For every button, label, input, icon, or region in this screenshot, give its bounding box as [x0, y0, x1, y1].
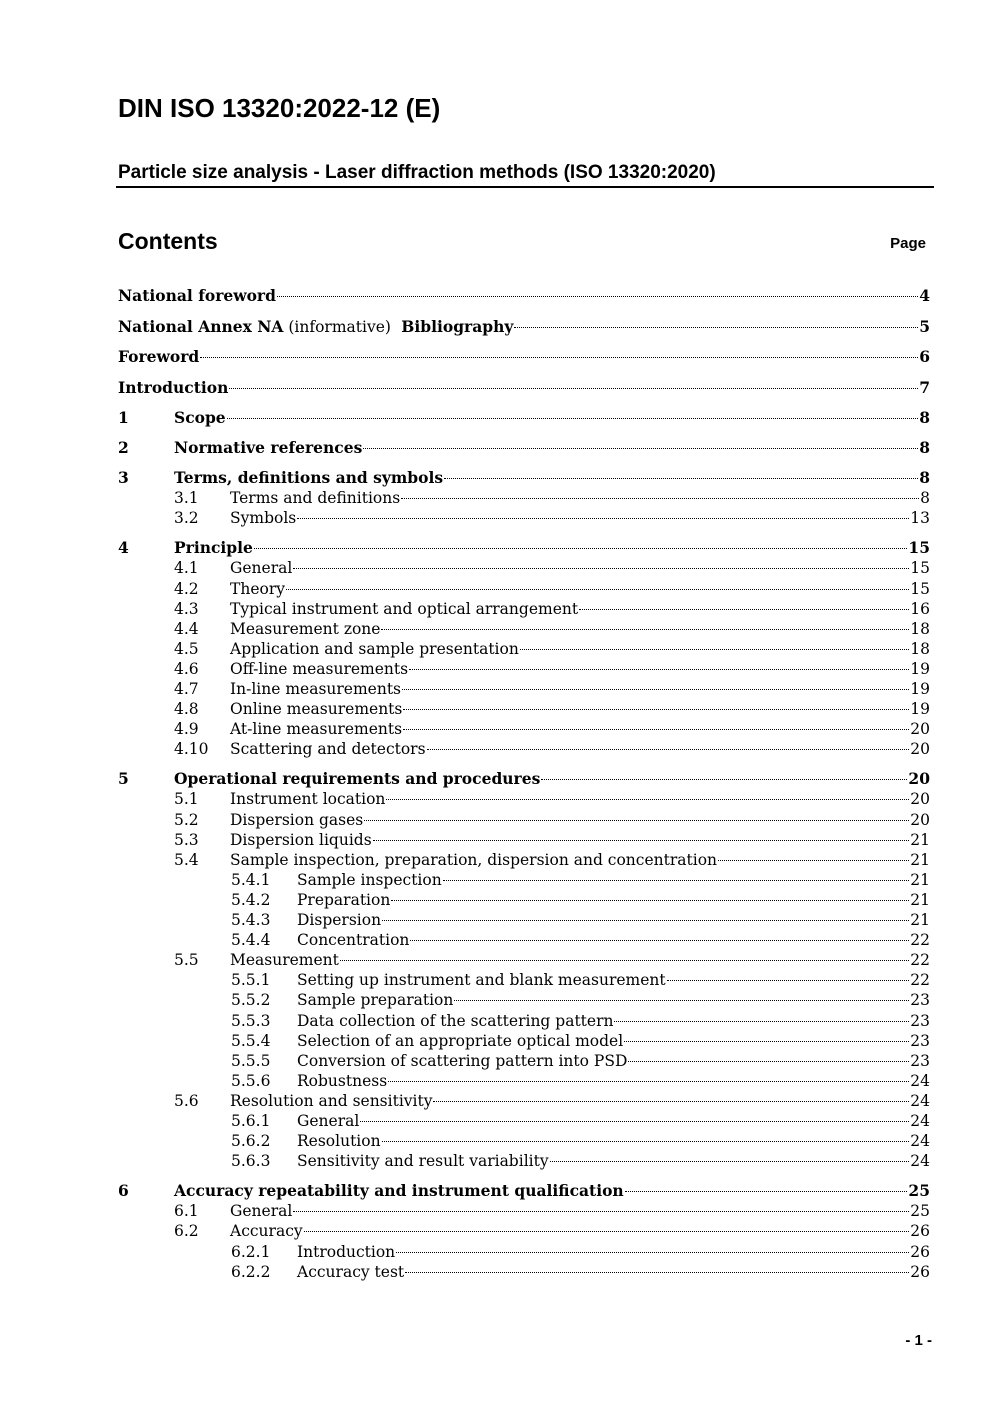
- toc-entry-title: [297, 1151, 549, 1171]
- toc-entry-page: 21: [910, 850, 930, 869]
- toc-entry-title: [174, 769, 540, 789]
- toc-entry-title-text: Selection of an appropriate optical model: [297, 1031, 624, 1050]
- toc-entry[interactable]: [118, 286, 930, 306]
- toc-leader-dots: [579, 609, 909, 610]
- toc-leader-dots: [405, 1272, 909, 1273]
- toc-entry[interactable]: [118, 699, 930, 719]
- toc-leader-dots: [382, 920, 909, 921]
- toc-entry-title: [118, 286, 276, 306]
- toc-entry-number: 1: [118, 408, 129, 428]
- toc-entry-number: 5.5.3: [231, 1011, 271, 1030]
- toc-entry-number: 4.8: [174, 700, 199, 719]
- toc-leader-dots: [520, 649, 909, 650]
- toc-entry-page: 23: [910, 1031, 930, 1050]
- toc-entry-page: 23: [910, 991, 930, 1010]
- toc-entry[interactable]: [118, 830, 930, 850]
- toc-entry-title: [230, 599, 578, 619]
- toc-entry-title-text: Terms, definitions and symbols: [174, 468, 444, 488]
- toc-entry[interactable]: [118, 769, 930, 789]
- toc-leader-dots: [293, 568, 909, 569]
- toc-entry-page: 21: [910, 911, 930, 929]
- toc-entry-number: 5.6.1: [231, 1112, 271, 1130]
- toc-entry-title: [297, 890, 390, 910]
- toc-entry-number: 4: [118, 538, 129, 558]
- toc-entry[interactable]: [118, 1201, 930, 1221]
- toc-entry-number: 6: [118, 1181, 129, 1201]
- toc-leader-dots: [396, 1252, 909, 1253]
- toc-entry-number: 4.4: [174, 619, 199, 638]
- toc-leader-dots: [363, 448, 918, 449]
- toc-leader-dots: [541, 779, 907, 780]
- toc-entry-title: [297, 1262, 404, 1282]
- toc-entry-number: 3: [118, 468, 129, 488]
- toc-entry-title-text: General: [297, 1112, 360, 1130]
- toc-entry-title-text: Measurement zone: [230, 619, 381, 638]
- toc-entry-number: 4.2: [174, 579, 199, 598]
- toc-entry[interactable]: [118, 850, 930, 870]
- toc-entry[interactable]: [118, 619, 930, 639]
- toc-entry-title-text: Sample inspection: [297, 870, 442, 889]
- toc-entry-number: 4.1: [174, 559, 199, 578]
- toc-entry-title: [297, 1131, 381, 1151]
- toc-entry-title-text: Preparation: [297, 890, 391, 909]
- toc-entry-number: 5.3: [174, 830, 199, 849]
- toc-entry[interactable]: [118, 317, 930, 337]
- toc-leader-dots: [550, 1161, 910, 1162]
- toc-entry-title-tail: Bibliography: [395, 316, 514, 336]
- toc-entry-title: [230, 830, 372, 850]
- toc-entry-title: [230, 488, 400, 508]
- toc-entry-title-text: Introduction: [297, 1242, 396, 1261]
- toc-entry-title: [230, 739, 426, 759]
- toc-entry-number: 5.6.3: [231, 1152, 271, 1171]
- table-of-contents: [118, 0, 930, 1403]
- toc-entry-page: 20: [908, 769, 930, 789]
- toc-entry-title-text: Resolution: [297, 1132, 381, 1151]
- toc-entry-page: 21: [910, 890, 930, 909]
- toc-entry-number: 5.5: [174, 951, 199, 970]
- toc-entry[interactable]: [118, 1221, 930, 1241]
- toc-entry-title: [297, 1242, 395, 1262]
- toc-leader-dots: [624, 1041, 909, 1042]
- document-subtitle: Particle size analysis - Laser diffraction methods (ISO 13320:2020): [118, 162, 716, 183]
- toc-entry-title: [230, 719, 402, 739]
- toc-entry-page: 22: [910, 931, 930, 950]
- toc-entry-page: 22: [910, 971, 930, 990]
- toc-entry-page: 26: [910, 1222, 930, 1241]
- toc-entry-title: [230, 1201, 292, 1221]
- toc-leader-dots: [391, 900, 909, 901]
- toc-leader-dots: [443, 880, 910, 881]
- toc-entry-title-text: Application and sample presentation: [230, 639, 519, 658]
- toc-entry-title-text: Accuracy repeatability and instrument qualification: [174, 1181, 624, 1201]
- toc-entry-title: [297, 1071, 387, 1091]
- toc-entry-title-text: Online measurements: [230, 700, 403, 719]
- toc-entry-page: 20: [910, 740, 930, 759]
- toc-leader-dots: [667, 980, 910, 981]
- toc-entry-page: 8: [919, 468, 930, 488]
- toc-entry-page: 24: [910, 1152, 930, 1171]
- toc-entry-page: 6: [919, 347, 930, 367]
- toc-entry[interactable]: [118, 890, 930, 910]
- toc-entry[interactable]: [118, 1071, 930, 1091]
- toc-entry[interactable]: [118, 810, 930, 830]
- toc-entry-page: 20: [910, 810, 930, 829]
- toc-entry-number: 5.2: [174, 810, 199, 829]
- toc-leader-dots: [625, 1191, 908, 1192]
- toc-entry[interactable]: [118, 1151, 930, 1171]
- toc-entry-title: [230, 659, 408, 679]
- toc-leader-dots: [227, 418, 919, 419]
- toc-entry-page: 24: [910, 1132, 930, 1151]
- toc-leader-dots: [403, 729, 909, 730]
- toc-entry-title: [297, 870, 442, 890]
- toc-entry-title: [297, 1031, 623, 1051]
- toc-entry-title-text: Instrument location: [230, 790, 386, 809]
- toc-entry-title: [230, 558, 292, 578]
- toc-entry-number: 4.6: [174, 659, 199, 678]
- toc-leader-dots: [293, 1211, 909, 1212]
- page-column-heading: Page: [890, 235, 926, 252]
- toc-entry-page: 7: [919, 378, 930, 398]
- toc-entry-title: [230, 639, 519, 659]
- toc-entry-title: [230, 950, 339, 970]
- toc-entry-title-text: Data collection of the scattering pattern: [297, 1011, 614, 1030]
- toc-entry-title: [230, 619, 380, 639]
- toc-entry[interactable]: [118, 347, 930, 367]
- toc-entry[interactable]: [118, 488, 930, 508]
- toc-entry-number: 5.5.5: [231, 1051, 271, 1070]
- toc-entry-title: [230, 810, 363, 830]
- toc-entry-page: 24: [910, 1071, 930, 1090]
- toc-entry-title: [174, 408, 226, 428]
- toc-entry[interactable]: [118, 468, 930, 488]
- toc-entry[interactable]: [118, 438, 930, 458]
- toc-entry-title: [230, 699, 402, 719]
- toc-entry-page: 26: [910, 1262, 930, 1281]
- toc-entry-number: 4.7: [174, 680, 199, 698]
- toc-entry-number: 5.4.1: [231, 870, 271, 889]
- toc-entry-title: [297, 990, 453, 1010]
- toc-leader-dots: [360, 1121, 909, 1122]
- toc-entry-title-text: Scope: [174, 408, 226, 428]
- toc-entry-page: 21: [910, 870, 930, 889]
- toc-entry-page: 8: [919, 408, 930, 428]
- toc-entry-title: [118, 378, 228, 398]
- toc-entry-title-text: Normative references: [174, 438, 363, 458]
- toc-entry[interactable]: [118, 990, 930, 1010]
- toc-entry-title-text: Principle: [174, 538, 253, 558]
- toc-entry-title-text: Operational requirements and procedures: [174, 769, 541, 789]
- toc-entry-page: 23: [910, 1011, 930, 1030]
- toc-entry-title-text: Scattering and detectors: [230, 740, 426, 759]
- toc-leader-dots: [304, 1231, 910, 1232]
- toc-entry-page: 13: [910, 509, 930, 528]
- toc-entry-title-text: Sample preparation: [297, 991, 454, 1010]
- toc-leader-dots: [628, 1061, 909, 1062]
- toc-entry-page: 8: [920, 489, 930, 508]
- toc-entry-number: 5.4: [174, 850, 199, 869]
- toc-entry-title-text: Resolution and sensitivity: [230, 1091, 433, 1110]
- toc-entry-number: 5.1: [174, 790, 199, 809]
- toc-entry-page: 16: [910, 599, 930, 618]
- toc-entry[interactable]: [118, 719, 930, 739]
- toc-leader-dots: [401, 498, 919, 499]
- toc-leader-dots: [286, 589, 909, 590]
- toc-entry[interactable]: [118, 789, 930, 809]
- toc-leader-dots: [254, 548, 908, 549]
- toc-entry-number: 5.5.1: [231, 971, 271, 990]
- toc-entry-title-text: Accuracy: [230, 1222, 303, 1241]
- toc-entry-page: 19: [910, 680, 930, 698]
- toc-entry-title-note: (informative): [283, 317, 396, 336]
- toc-entry[interactable]: [118, 970, 930, 990]
- toc-entry-title: [297, 1051, 627, 1071]
- toc-entry[interactable]: [118, 558, 930, 578]
- toc-entry-number: 2: [118, 438, 129, 458]
- toc-entry-title: [297, 970, 666, 990]
- toc-entry[interactable]: [118, 508, 930, 528]
- toc-entry[interactable]: [118, 1181, 930, 1201]
- document-title: DIN ISO 13320:2022-12 (E): [118, 93, 441, 123]
- toc-leader-dots: [200, 357, 918, 358]
- toc-leader-dots: [382, 1141, 910, 1142]
- toc-entry-page: 20: [910, 720, 930, 739]
- toc-entry-title-text: Dispersion gases: [230, 810, 364, 829]
- toc-entry[interactable]: [118, 408, 930, 428]
- toc-leader-dots: [402, 689, 909, 690]
- toc-entry-number: 4.3: [174, 599, 199, 618]
- toc-entry[interactable]: [118, 1031, 930, 1051]
- toc-entry-title-text: Conversion of scattering pattern into PSD: [297, 1051, 628, 1070]
- toc-entry[interactable]: [118, 1111, 930, 1131]
- toc-entry-page: 5: [919, 316, 930, 336]
- toc-entry-number: 5.4.2: [231, 890, 271, 909]
- toc-entry[interactable]: [118, 910, 930, 930]
- toc-entry-page: 25: [910, 1202, 930, 1221]
- toc-entry[interactable]: [118, 870, 930, 890]
- toc-entry[interactable]: [118, 1051, 930, 1071]
- toc-entry[interactable]: [118, 1131, 930, 1151]
- toc-entry-title: [230, 579, 285, 599]
- toc-entry-title: [174, 538, 253, 558]
- toc-entry-title-text: National foreword: [118, 286, 276, 305]
- toc-entry-title: [297, 1111, 359, 1131]
- toc-entry-page: 20: [910, 790, 930, 809]
- toc-entry-number: 3.1: [174, 489, 199, 508]
- toc-leader-dots: [229, 388, 918, 389]
- toc-entry-number: 6.2.2: [231, 1262, 271, 1281]
- toc-entry-title-text: Concentration: [297, 931, 410, 950]
- toc-leader-dots: [364, 820, 909, 821]
- toc-entry-number: 5.5.2: [231, 991, 271, 1010]
- toc-entry[interactable]: [118, 739, 930, 759]
- toc-entry-page: 21: [910, 830, 930, 849]
- toc-entry[interactable]: [118, 378, 930, 398]
- toc-entry-title: [230, 1221, 303, 1241]
- toc-leader-dots: [514, 327, 918, 328]
- toc-entry-page: 24: [910, 1091, 930, 1110]
- toc-entry-title: [174, 468, 443, 488]
- toc-entry-title-text: Accuracy test: [297, 1262, 405, 1281]
- toc-entry-number: 4.5: [174, 639, 199, 658]
- toc-entry-title-text: Dispersion liquids: [230, 830, 372, 849]
- toc-entry-number: 3.2: [174, 509, 199, 528]
- toc-leader-dots: [454, 1000, 909, 1001]
- toc-leader-dots: [403, 709, 909, 710]
- toc-leader-dots: [433, 1101, 909, 1102]
- toc-entry[interactable]: [118, 599, 930, 619]
- toc-entry-page: 15: [908, 538, 930, 558]
- toc-entry-page: 25: [908, 1181, 930, 1201]
- toc-leader-dots: [340, 960, 909, 961]
- toc-leader-dots: [386, 799, 909, 800]
- page-number: - 1 -: [905, 1332, 932, 1349]
- toc-entry-title-text: At-line measurements: [230, 720, 403, 739]
- toc-entry-number: 6.2: [174, 1222, 199, 1241]
- toc-entry-number: 5.6.2: [231, 1132, 271, 1151]
- toc-entry-page: 19: [910, 659, 930, 678]
- toc-leader-dots: [410, 940, 909, 941]
- toc-entry[interactable]: [118, 579, 930, 599]
- toc-entry-title: [297, 930, 409, 950]
- toc-entry-title-text: Measurement: [230, 951, 339, 970]
- toc-entry-number: 5.5.6: [231, 1071, 271, 1090]
- toc-entry[interactable]: [118, 1091, 930, 1111]
- toc-entry-page: 15: [910, 559, 930, 578]
- toc-entry-title: [230, 679, 401, 699]
- toc-entry[interactable]: [118, 659, 930, 679]
- toc-entry-page: 15: [910, 579, 930, 598]
- toc-entry-number: 5.4.3: [231, 911, 271, 929]
- toc-leader-dots: [277, 296, 918, 297]
- toc-leader-dots: [409, 669, 909, 670]
- toc-entry-page: 22: [910, 951, 930, 970]
- toc-entry-title-text: Setting up instrument and blank measurement: [297, 971, 666, 990]
- toc-entry-title-text: Sample inspection, preparation, dispersion and concentration: [230, 850, 718, 869]
- toc-leader-dots: [614, 1021, 909, 1022]
- toc-entry-title: [230, 508, 296, 528]
- toc-leader-dots: [297, 518, 909, 519]
- toc-entry[interactable]: [118, 679, 930, 699]
- toc-entry-number: 5.4.4: [231, 931, 271, 950]
- toc-entry-title-text: Introduction: [118, 378, 229, 398]
- toc-entry-number: 5.6: [174, 1091, 199, 1110]
- toc-entry-page: 24: [910, 1112, 930, 1130]
- toc-entry-title-text: Theory: [230, 579, 285, 598]
- toc-entry-title-text: Typical instrument and optical arrangement: [230, 599, 579, 618]
- toc-entry-number: 5: [118, 769, 129, 789]
- toc-entry-page: 23: [910, 1051, 930, 1070]
- toc-entry-title-text: National Annex NA: [118, 316, 284, 336]
- toc-entry-page: 26: [910, 1242, 930, 1261]
- toc-entry-title-text: Symbols: [230, 509, 297, 528]
- toc-entry-title-text: In-line measurements: [230, 680, 402, 698]
- toc-entry[interactable]: [118, 950, 930, 970]
- toc-leader-dots: [427, 749, 910, 750]
- toc-entry-title-text: Robustness: [297, 1071, 388, 1090]
- toc-entry[interactable]: [118, 930, 930, 950]
- toc-entry-title-text: Foreword: [118, 347, 200, 367]
- toc-leader-dots: [444, 478, 918, 479]
- toc-entry-title: [118, 317, 513, 337]
- toc-leader-dots: [381, 629, 909, 630]
- toc-entry-title: [230, 1091, 432, 1111]
- toc-entry-title: [174, 1181, 624, 1201]
- toc-entry-title: [174, 438, 362, 458]
- toc-entry-number: 6.1: [174, 1202, 199, 1221]
- toc-entry-title-text: Sensitivity and result variability: [297, 1152, 549, 1171]
- toc-entry-title: [230, 789, 385, 809]
- toc-entry-page: 4: [919, 286, 930, 305]
- toc-leader-dots: [388, 1081, 909, 1082]
- toc-entry-title: [297, 1011, 613, 1031]
- toc-entry[interactable]: [118, 538, 930, 558]
- toc-entry[interactable]: [118, 1262, 930, 1282]
- toc-entry-title-text: Dispersion: [297, 911, 382, 929]
- toc-entry-title-text: General: [230, 1202, 293, 1221]
- toc-leader-dots: [373, 840, 910, 841]
- toc-entry[interactable]: [118, 639, 930, 659]
- toc-entry-title-text: Off-line measurements: [230, 659, 409, 678]
- toc-entry-title: [230, 850, 717, 870]
- toc-entry-number: 4.10: [174, 740, 209, 759]
- toc-entry-number: 5.5.4: [231, 1031, 271, 1050]
- toc-entry-page: 8: [919, 438, 930, 458]
- toc-entry-page: 19: [910, 700, 930, 719]
- toc-entry-number: 6.2.1: [231, 1242, 271, 1261]
- toc-entry-title-text: Terms and definitions: [230, 489, 401, 508]
- toc-entry-page: 18: [910, 639, 930, 658]
- toc-entry-title: [297, 910, 381, 930]
- toc-entry[interactable]: [118, 1242, 930, 1262]
- toc-entry-number: 4.9: [174, 720, 199, 739]
- toc-entry-title: [118, 347, 199, 367]
- toc-entry-page: 18: [910, 619, 930, 638]
- toc-entry[interactable]: [118, 1011, 930, 1031]
- contents-heading: Contents: [118, 228, 218, 254]
- toc-entry-title-text: General: [230, 559, 293, 578]
- toc-leader-dots: [718, 860, 909, 861]
